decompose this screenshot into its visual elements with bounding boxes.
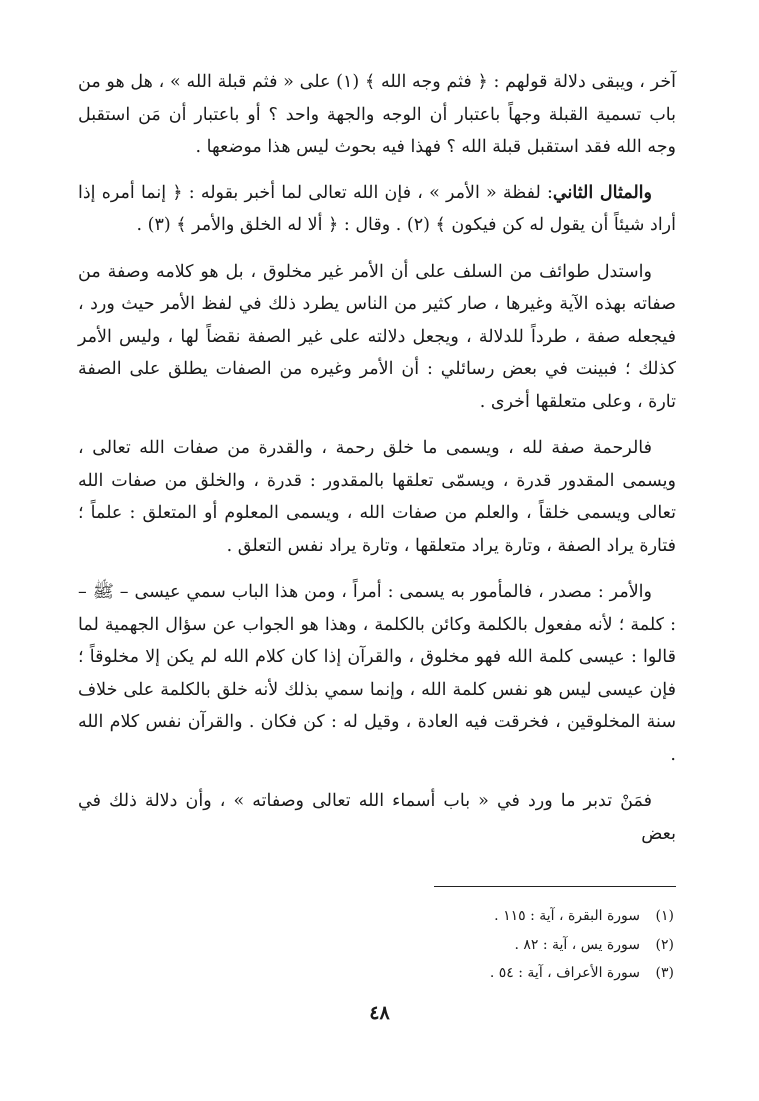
paragraph-5: والأمر : مصدر ، فالمأمور به يسمى : أمراً ، ومن هذا الباب سمي عيسى – ﷺ – : كلمة ؛ لأنه مفعول بالكلمة وكائن بالكلمة ، وهذا هو الجواب عن سؤال الجهمية لما قالوا : عيسى كلمة الله فهو مخلوق ، والقرآن إذا كان كلام الله لم يكن إلا مخلوقاً ؛ فإن عيسى ليس هو نفس كلمة الله ، وإنما سمي بذلك لأنه خلق بالكلمة على خلاف سنة المخلوقين ، فخرقت فيه العادة ، وقيل له : كن فكان . والقرآن نفس كلام الله .: [78, 582, 676, 765]
footnote-3: [374, 959, 674, 988]
footnotes: [374, 902, 674, 988]
paragraph-1: آخر ، ويبقى دلالة قولهم : ﴿ فثم وجه الله ﴾ (١) على « فثم قبلة الله » ، هل هو من باب تسمية القبلة وجهاً باعتبار أن الوجه والجهة واحد ؟ أو باعتبار أن مَن استقبل وجه الله فقد استقبل قبلة الله ؟ فهذا فيه بحوث ليس هذا موضعها .: [78, 72, 676, 157]
footnote-divider: [434, 886, 676, 887]
footnote-text: سورة الأعراف ، آية : ٥٤ .: [489, 965, 640, 981]
footnote-number: (١): [655, 908, 674, 924]
footnote-text: سورة البقرة ، آية : ١١٥ .: [494, 908, 640, 924]
footnote-2: [374, 931, 674, 960]
paragraph-6: فمَنْ تدبر ما ورد في « باب أسماء الله تعالى وصفاته » ، وأن دلالة ذلك في بعض: [78, 791, 676, 844]
paragraph-4: فالرحمة صفة لله ، ويسمى ما خلق رحمة ، والقدرة من صفات الله تعالى ، ويسمى المقدور قدرة ، ويسمّى تعلقها بالمقدور : قدرة ، والخلق من صفات الله تعالى ويسمى خلقاً ، والعلم من صفات الله ، ويسمى المعلوم أو المتعلق : علماً ؛ فتارة يراد الصفة ، وتارة يراد متعلقها ، وتارة يراد نفس التعلق .: [78, 438, 676, 556]
footnote-number: (٣): [655, 965, 674, 981]
page-number: ٤٨: [369, 1002, 390, 1024]
paragraph-3: واستدل طوائف من السلف على أن الأمر غير مخلوق ، بل هو كلامه وصفة من صفاته بهذه الآية وغيرها ، صار كثير من الناس يطرد ذلك في لفظ الأمر حيث ورد ، فيجعله صفة ، طرداً للدلالة ، ويجعل دلالته على غير الصفة نقضاً لها ، وليس الأمر كذلك ؛ فبينت في بعض رسائلي : أن الأمر وغيره من الصفات يطلق على الصفة تارة ، وعلى متعلقها أخرى .: [78, 261, 676, 412]
footnote-1: [374, 902, 674, 931]
paragraph-2-text: : لفظة « الأمر » ، فإن الله تعالى لما أخبر بقوله : ﴿ إنما أمره إذا أراد شيئاً أن يقول له كن فيكون ﴾ (٢) . وقال : ﴿ ألا له الخلق والأمر ﴾ (٣) .: [78, 182, 676, 235]
footnote-text: سورة يس ، آية : ٨٢ .: [514, 936, 640, 953]
footnote-number: (٢): [655, 936, 674, 953]
paragraph-2-lead: والمثال الثاني: [552, 182, 652, 203]
paragraph-2: [78, 177, 676, 242]
page-body: [78, 66, 676, 850]
